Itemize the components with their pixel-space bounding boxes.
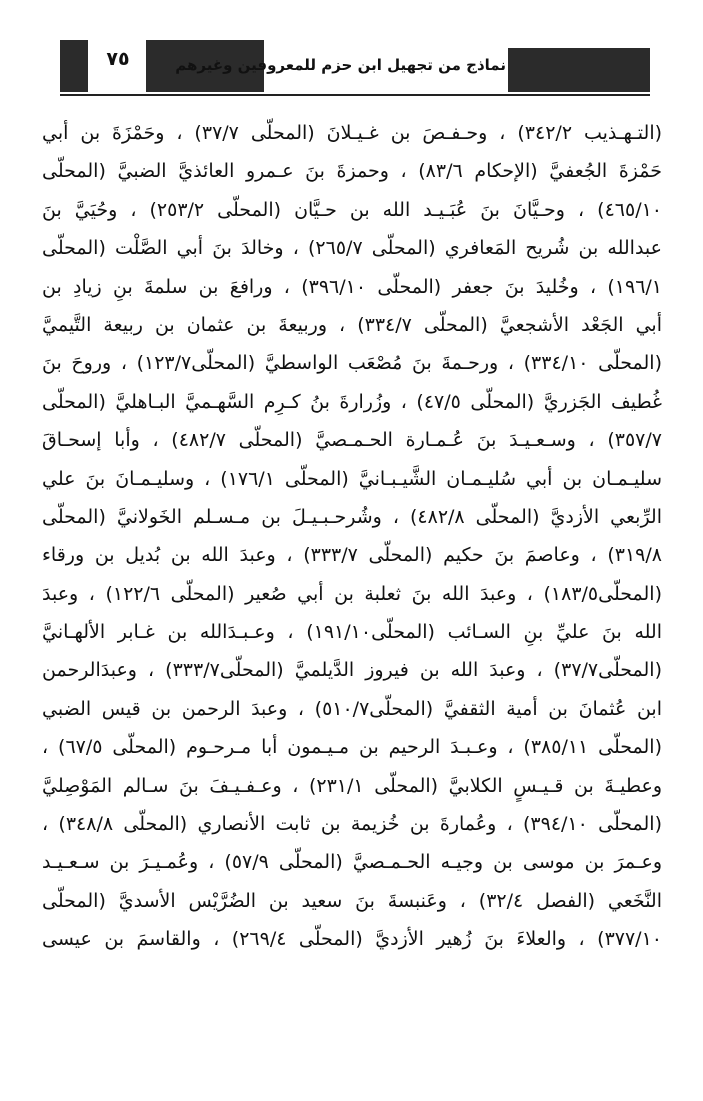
text-line: أبي الجَعْد الأشجعيَّ (المحلّى ٣٣٤/٧) ، وربيعةَ بن عثمان بن ربيعة التَّيميَّ [42, 313, 662, 336]
running-title: نماذج من تجهيل ابن حزم للمعروفين وغيرهم [175, 56, 506, 74]
text-line: الله بنَ عليِّ بنِ السـائب (المحلّى١٩١/١٠) ، وعـبـدَالله بن غـابر الألهـانيَّ [42, 621, 662, 644]
text-line: ٣١٩/٨) ، وعاصمَ بنَ حكيم (المحلّى ٣٣٣/٧) ، وعبدَ الله بن بُديل بن ورقاء [42, 544, 662, 567]
header-decor-block-left [60, 40, 88, 92]
text-line: (المحلّى ٣٨٥/١١) ، وعـبـدَ الرحيم بن مـيـمون أبا مـرحـوم (المحلّى ٦٧/٥) ، [42, 736, 662, 759]
page-header [60, 36, 650, 94]
text-line: عبدالله بن شُريح المَعافري (المحلّى ٢٦٥/٧) ، وخالدَ بنَ أبي الصَّلْت (المحلّى [42, 237, 662, 260]
text-line: ٣٥٧/٧) ، وسـعـيـدَ بنَ عُـمـارة الحـمـصيَّ (المحلّى ٤٨٢/٧) ، وأبا إسحـاقَ [42, 429, 662, 452]
text-line: (التـهـذيب ٣٤٢/٢) ، وحـفـصَ بن غـيـلانَ (المحلّى ٣٧/٧) ، وحَمْزَةَ بن أبي [42, 122, 662, 144]
text-line: النَّخَعي (الفصل ٣٢/٤) ، وعَنبسةَ بنَ سعيد بن الضُرَّيْس الأسديَّ (المحلّى [42, 889, 662, 912]
text-line: (المحلّى١٨٣/٥) ، وعبدَ الله بنَ ثعلبة بن أبي صُعير (المحلّى ١٢٢/٦) ، وعبدَ [42, 582, 662, 605]
text-line: (المحلّى ٣٣٤/١٠) ، ورحـمةَ بنَ مُصْعَب الواسطيَّ (المحلّى١٢٣/٧) ، وروحَ بنَ [42, 352, 662, 375]
text-line: حَمْزةَ الجُعفيَّ (الإحكام ٨٣/٦) ، وحمزةَ بنَ عـمرو العائذيَّ الضبيَّ (المحلّى [42, 160, 662, 183]
body-text [42, 114, 662, 959]
text-line: ١٩٦/١) ، وخُليدَ بنَ جعفر (المحلّى ٣٩٦/١٠) ، ورافعَ بن سلمةَ بنِ زيادِ بن [42, 275, 662, 298]
text-line: ابن عُثمانَ بن أمية الثقفيَّ (المحلّى٥١٠/٧) ، وعبدَ الرحمن بن قيس الضبي [42, 697, 662, 720]
header-divider [60, 94, 650, 96]
text-line: وعطيـةَ بن قـيـسٍ الكلابيَّ (المحلّى ٢٣١/١) ، وعـفـيـفَ بنَ سـالم المَوْصِليَّ [42, 774, 662, 797]
header-decor-block-right [508, 48, 650, 92]
text-line: ٤٦٥/١٠) ، وحـيَّانَ بنَ عُبَـيـد الله بن حـيَّان (المحلّى ٢٥٣/٢) ، وحُيَيَّ بنَ [42, 198, 662, 221]
text-line: غُطيف الجَزريَّ (المحلّى ٤٧/٥) ، وزُرارةَ بنُ كـرِم السَّهـميَّ البـاهليَّ (المحلّى [42, 390, 662, 413]
text-line: وعـمرَ بن موسى بن وجيـه الحـمـصيَّ (المحلّى ٥٧/٩) ، وعُمـيـرَ بن سـعـيـد [42, 851, 662, 874]
page-number: ٧٥ [106, 48, 130, 70]
text-line: سليـمـان بن أبي سُليـمـان الشَّيـبـانيَّ (المحلّى ١٧٦/١) ، وسليـمـانَ بنَ علي [42, 467, 662, 490]
text-line: الرِّبعي الأزديَّ (المحلّى ٤٨٢/٨) ، وشُرحـبـيـلَ بن مـسـلم الخَولانيَّ (المحلّى [42, 505, 662, 528]
text-line: ٣٧٧/١٠) ، والعلاءَ بنَ زُهير الأزديَّ (المحلّى ٢٦٩/٤) ، والقاسمَ بن عيسى [42, 928, 662, 951]
text-line: (المحلّى٣٧/٧) ، وعبدَ الله بن فيروز الدَّيلميَّ (المحلّى٣٣٣/٧) ، وعبدَالرحمن [42, 659, 662, 682]
text-line: (المحلّى ٣٩٤/١٠) ، وعُمارةَ بن خُزيمة بن ثابت الأنصاري (المحلّى ٣٤٨/٨) ، [42, 813, 662, 836]
